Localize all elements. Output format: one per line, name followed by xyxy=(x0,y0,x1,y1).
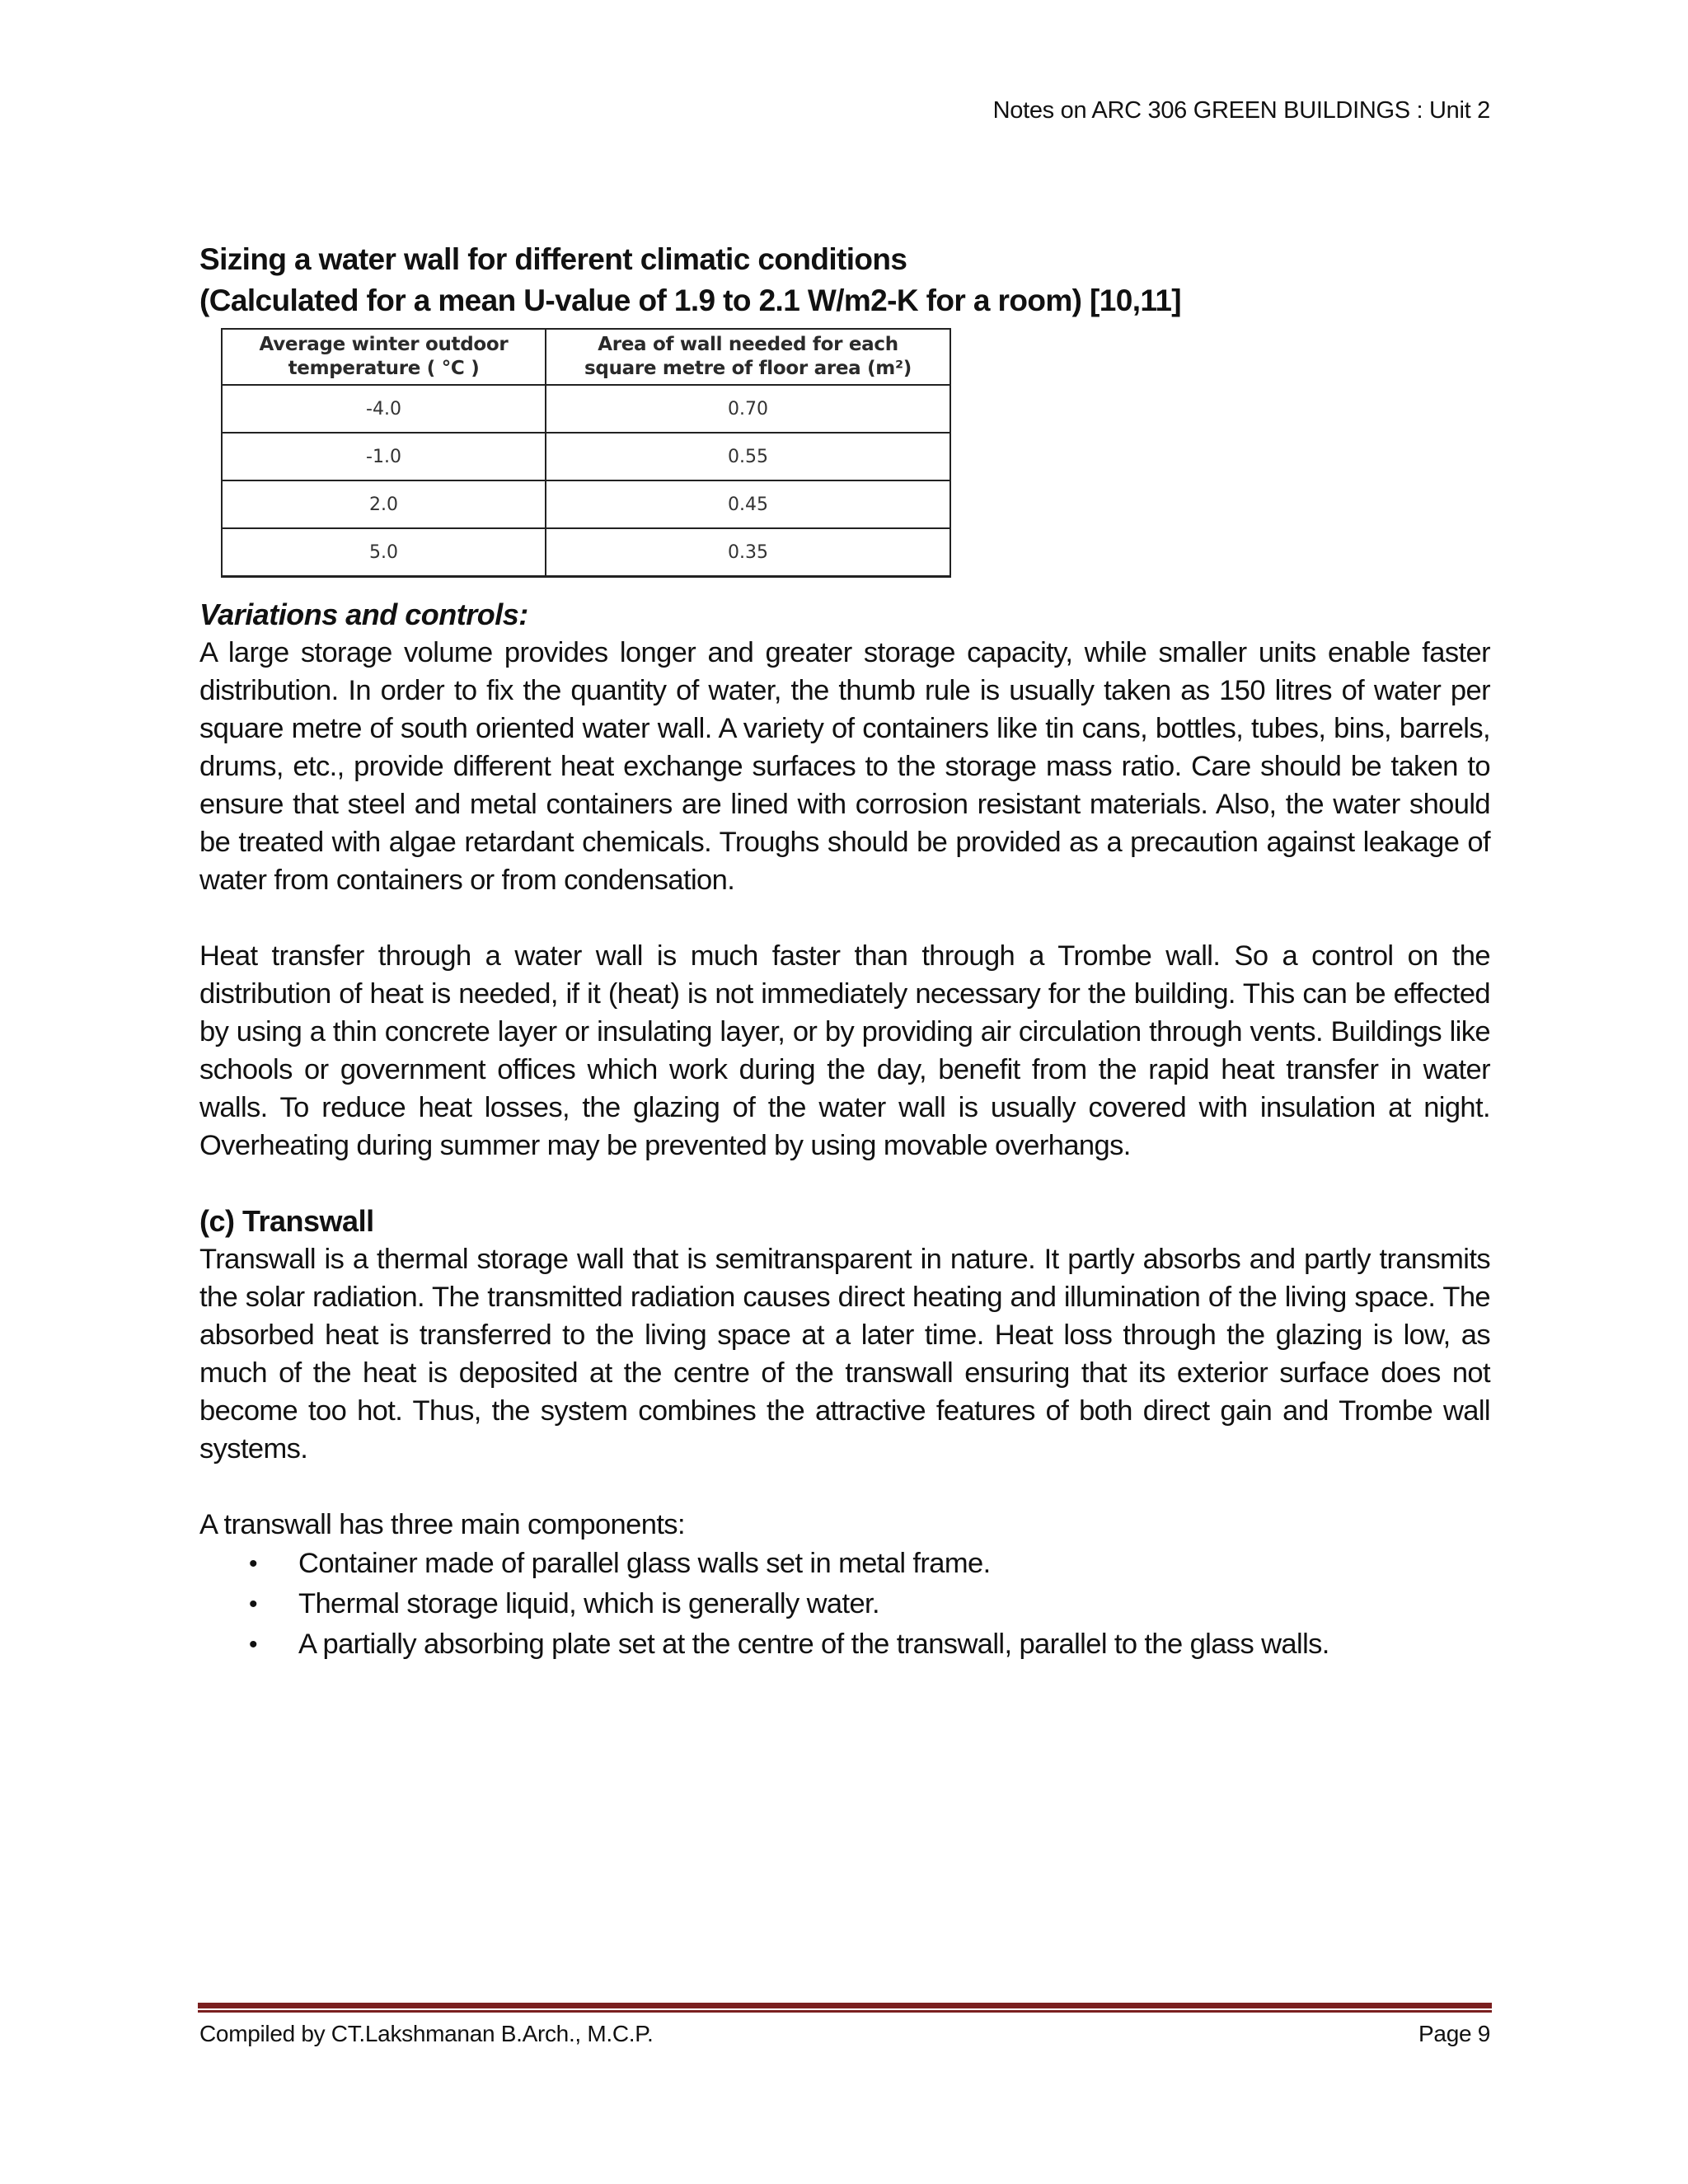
list-item-text: Thermal storage liquid, which is generally water. xyxy=(298,1588,880,1619)
cell-wall-area: 0.55 xyxy=(546,433,950,480)
footer-page-number: Page 9 xyxy=(1418,2021,1490,2046)
list-item xyxy=(249,1624,1490,1665)
page-content xyxy=(199,239,1490,1665)
col-header-temperature-line1: Average winter outdoor xyxy=(259,334,509,355)
table-row xyxy=(222,385,950,433)
col-header-temperature-line2: temperature ( °C ) xyxy=(288,358,480,379)
col-header-wall-area-line1: Area of wall needed for each xyxy=(598,334,898,355)
col-header-temperature xyxy=(222,329,546,385)
variations-paragraph-1: A large storage volume provides longer and greater storage capacity, while smaller units enable faster distribution. In order to fix the quantity of water, the thumb rule is usually taken as 150 litres of water per square metre of south oriented water wall. A variety of containers like tin cans, bottles, tubes, bins, barrels, drums, etc., provide different heat exchange surfaces to the storage mass ratio. Care should be taken to ensure that steel and metal containers are lined with corrosion resistant materials. Also, the water should be treated with algae retardant chemicals. Troughs should be provided as a precaution against leakage of water from containers or from condensation. xyxy=(199,637,1490,896)
transwall-components-list xyxy=(199,1544,1490,1665)
transwall-heading: (c) Transwall xyxy=(199,1204,374,1238)
col-header-wall-area xyxy=(546,329,950,385)
list-item-text: A partially absorbing plate set at the centre of the transwall, parallel to the glass walls. xyxy=(298,1629,1329,1660)
cell-wall-area: 0.70 xyxy=(546,385,950,433)
table-row xyxy=(222,528,950,577)
list-item xyxy=(249,1584,1490,1624)
section-title-line1: Sizing a water wall for different climatic conditions xyxy=(199,242,907,276)
variations-paragraph-2: Heat transfer through a water wall is much faster than through a Trombe wall. So a control on the distribution of heat is needed, if it (heat) is not immediately necessary for the building. This can be effected by using a thin concrete layer or insulating layer, or by providing air circulation through vents. Buildings like schools or government offices which work during the day, benefit from the rapid heat transfer in water walls. To reduce heat losses, the glazing of the water wall is usually covered with insulation at night. Overheating during summer may be prevented by using movable overhangs. xyxy=(199,940,1490,1161)
paragraph-spacer xyxy=(199,899,1490,937)
paragraph-spacer xyxy=(199,1165,1490,1202)
variations-heading: Variations and controls: xyxy=(199,598,528,631)
cell-wall-area: 0.35 xyxy=(546,528,950,577)
cell-temperature: -1.0 xyxy=(222,433,546,480)
transwall-paragraph-1: Transwall is a thermal storage wall that is semitransparent in nature. It partly absorbs and partly transmits the solar radiation. The transmitted radiation causes direct heating and illumination of the living space. The absorbed heat is transferred to the living space at a later time. Heat loss through the glazing is low, as much of the heat is deposited at the centre of the transwall ensuring that its exterior surface does not become too hot. Thus, the system combines the attractive features of both direct gain and Trombe wall systems. xyxy=(199,1244,1490,1465)
running-header: Notes on ARC 306 GREEN BUILDINGS : Unit 2 xyxy=(992,97,1490,124)
cell-wall-area: 0.45 xyxy=(546,480,950,528)
table-row xyxy=(222,480,950,528)
list-item xyxy=(249,1544,1490,1584)
paragraph-spacer xyxy=(199,1468,1490,1506)
bullet-icon: • xyxy=(249,1591,257,1618)
cell-temperature: -4.0 xyxy=(222,385,546,433)
footer-compiled-by: Compiled by CT.Lakshmanan B.Arch., M.C.P. xyxy=(199,2021,654,2046)
section-title-line2: (Calculated for a mean U-value of 1.9 to 2.1 W/m2-K for a room) [10,11] xyxy=(199,284,1182,317)
table-row xyxy=(222,433,950,480)
table-header-row xyxy=(222,329,950,385)
list-item-text: Container made of parallel glass walls set in metal frame. xyxy=(298,1548,991,1579)
bullet-icon: • xyxy=(249,1550,257,1577)
bullet-icon: • xyxy=(249,1631,257,1658)
transwall-components-intro: A transwall has three main components: xyxy=(199,1509,685,1540)
cell-temperature: 5.0 xyxy=(222,528,546,577)
cell-temperature: 2.0 xyxy=(222,480,546,528)
footer-divider xyxy=(198,2003,1492,2013)
col-header-wall-area-line2: square metre of floor area (m²) xyxy=(584,358,912,379)
water-wall-sizing-table xyxy=(221,328,951,578)
